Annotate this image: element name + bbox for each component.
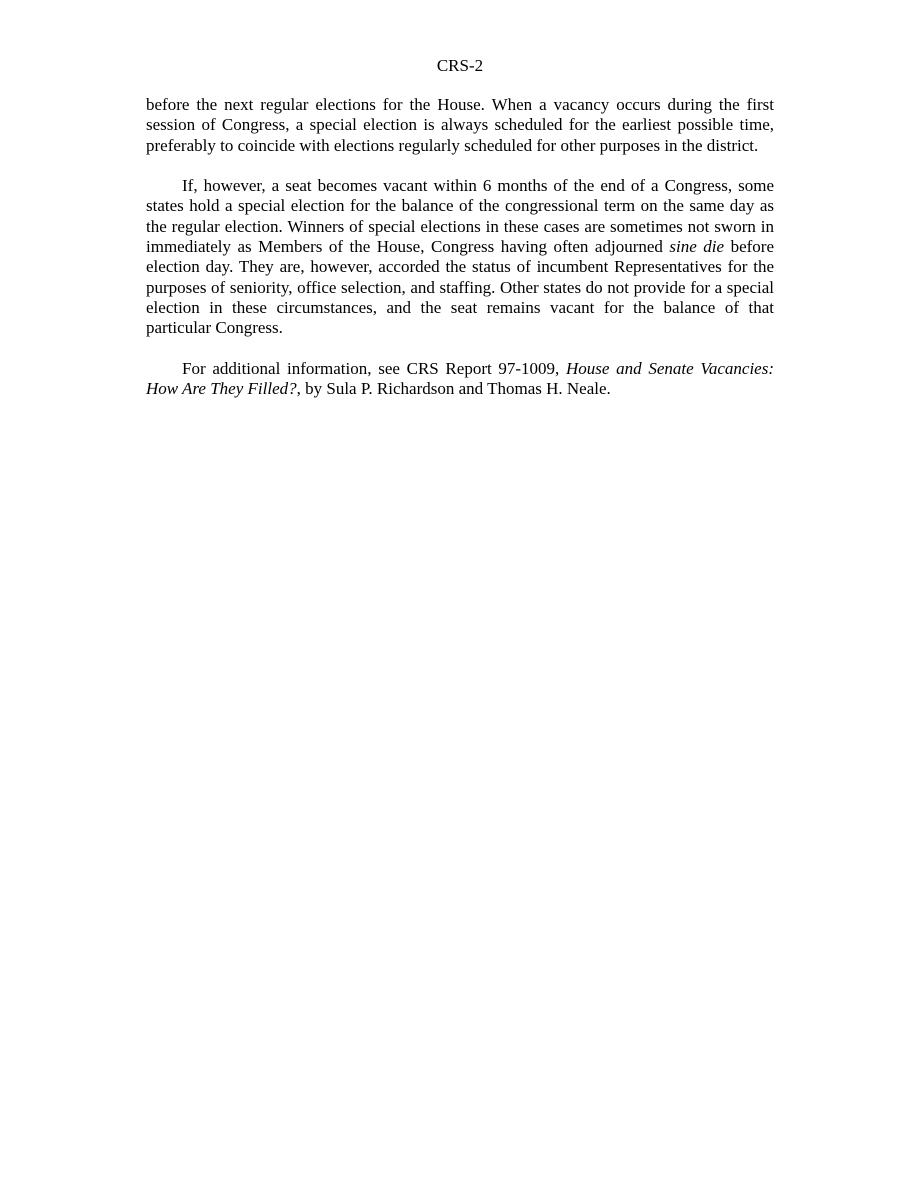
paragraph-vacancy-late-term [146,176,774,338]
body-text [146,95,774,420]
paragraph-text: before election day. They are, however, accorded the status of incumbent Representatives for the purposes of seniority, office selection, and staffing. Other states do not provide for a special election in these circumstances, and the seat remains vacant for the balance of that particular Congress. [146,237,774,338]
paragraph-text: If, however, a seat becomes vacant within 6 months of the end of a Congress, some states hold a special election for the balance of the congressional term on the same day as the regular election. Winners of special elections in these cases are sometimes not sworn in immediately as Members of the House, Congress having often adjourned [146,176,774,257]
latin-term-italic: sine die [669,237,725,257]
page-number-header: CRS-2 [436,56,484,75]
paragraph-continuation: before the next regular elections for the House. When a vacancy occurs during the first session of Congress, a special election is always scheduled for the earliest possible time, preferably to coincide with elections regularly scheduled for other purposes in the district. [146,95,774,155]
paragraph-text: , by Sula P. Richardson and Thomas H. Neale. [296,379,611,399]
paragraph-text: For additional information, see CRS Report 97-1009, [182,358,567,378]
report-title-italic: House and Senate Vacancies: How Are They Filled? [146,358,774,399]
paragraph-additional-info [146,359,774,400]
